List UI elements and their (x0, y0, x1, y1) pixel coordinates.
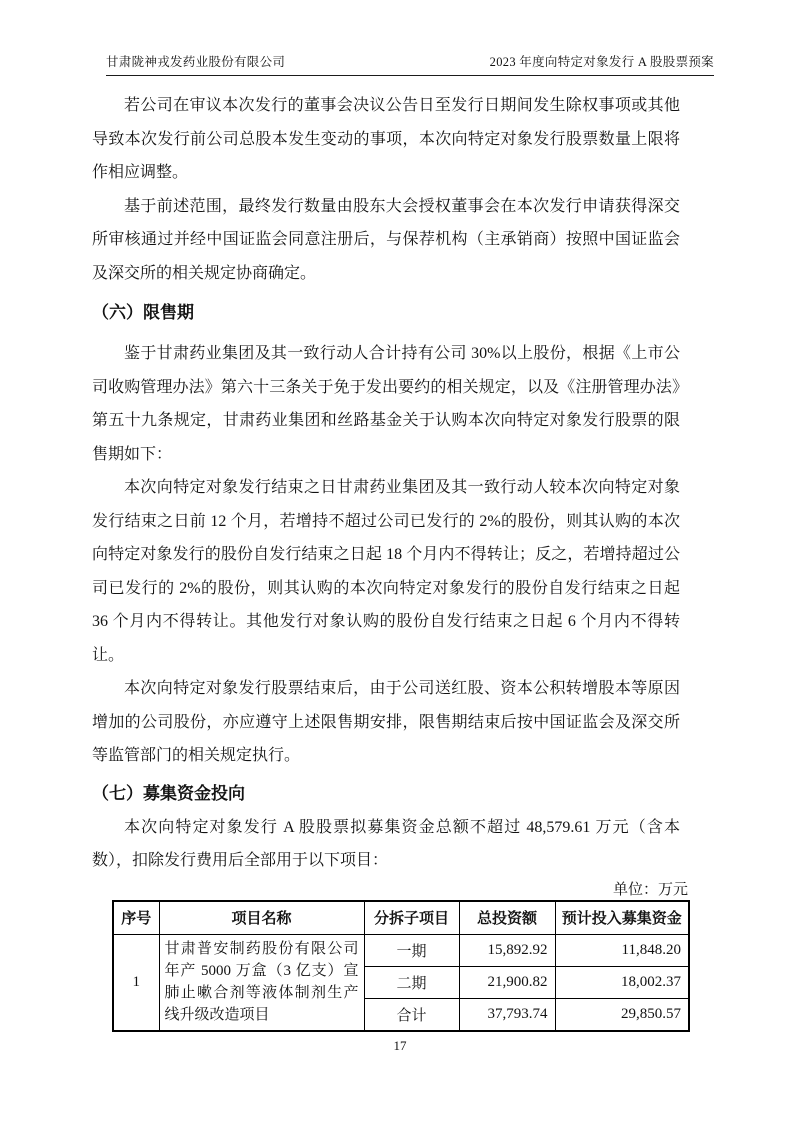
col-header-project-name: 项目名称 (159, 901, 364, 935)
page-header (106, 52, 714, 76)
cell-total-phase1: 15,892.92 (459, 935, 555, 967)
cell-raised-phase2: 18,002.37 (555, 967, 689, 999)
paragraph-final-quantity: 基于前述范围，最终发行数量由股东大会授权董事会在本次发行申请获得深交所审核通过并经中国证监会同意注册后，与保荐机构（主承销商）按照中国证监会及深交所的相关规定协商确定。 (92, 197, 680, 282)
cell-sub-project-subtotal: 合计 (364, 999, 459, 1031)
paragraph-lockup-basis: 鉴于甘肃药业集团及其一致行动人合计持有公司 30%以上股份，根据《上市公司收购管理办法》第六十三条关于免于发出要约的相关规定，以及《注册管理办法》第五十九条规定，甘肃药业集团和丝路基金关于认购本次向特定对象发行股票的限售期如下： (92, 345, 680, 463)
paragraph-adjustment-clause: 若公司在审议本次发行的董事会决议公告日至发行日期间发生除权事项或其他导致本次发行前公司总股本发生变动的事项，本次向特定对象发行股票数量上限将作相应调整。 (92, 97, 680, 181)
paragraph-fundraising-total: 本次向特定对象发行 A 股股票拟募集资金总额不超过 48,579.61 万元（含本数），扣除发行费用后全部用于以下项目： (92, 818, 680, 869)
table-unit-label: 单位：万元 (612, 881, 688, 898)
cell-total-phase2: 21,900.82 (459, 967, 555, 999)
col-header-raised-funds: 预计投入募集资金 (555, 901, 689, 935)
section-heading-fund-use: （七）募集资金投向 (92, 783, 245, 803)
table-header-row (113, 901, 689, 935)
cell-total-subtotal: 37,793.74 (459, 999, 555, 1031)
cell-sub-project-phase1: 一期 (364, 935, 459, 967)
fund-investment-table (112, 900, 690, 1032)
page-number: 17 (393, 1037, 407, 1053)
section-heading-lockup-period: （六）限售期 (92, 303, 194, 322)
cell-row-number: 1 (113, 935, 159, 1031)
table-row (113, 935, 689, 967)
cell-raised-phase1: 11,848.20 (555, 935, 689, 967)
paragraph-lockup-bonus-shares: 本次向特定对象发行股票结束后，由于公司送红股、资本公积转增股本等原因增加的公司股份，亦应遵守上述限售期安排，限售期结束后按中国证监会及深交所等监管部门的相关规定执行。 (92, 680, 680, 764)
col-header-total-investment: 总投资额 (459, 901, 555, 935)
header-company-name: 甘肃陇神戎发药业股份有限公司 (106, 55, 286, 69)
paragraph-lockup-terms: 本次向特定对象发行结束之日甘肃药业集团及其一致行动人较本次向特定对象发行结束之日前 12 个月，若增持不超过公司已发行的 2%的股份，则其认购的本次向特定对象发行的股份自发行结束之日起 18 个月内不得转让；反之，若增持超过公司已发行的 2%的股份，则其认购的本次向特定对象发行的股份自发行结束之日起 36 个月内不得转让。其他发行对象认购的股份自发行结束之日起 6 个月内不得转让。 (92, 479, 680, 664)
col-header-no: 序号 (113, 901, 159, 935)
cell-project-name: 甘肃普安制药股份有限公司年产 5000 万盒（3 亿支）宣肺止嗽合剂等液体制剂生产线升级改造项目 (159, 935, 364, 1031)
page-content (92, 89, 688, 1054)
col-header-sub-project: 分拆子项目 (364, 901, 459, 935)
cell-sub-project-phase2: 二期 (364, 967, 459, 999)
header-document-title: 2023 年度向特定对象发行 A 股股票预案 (489, 55, 714, 69)
cell-raised-subtotal: 29,850.57 (555, 999, 689, 1031)
